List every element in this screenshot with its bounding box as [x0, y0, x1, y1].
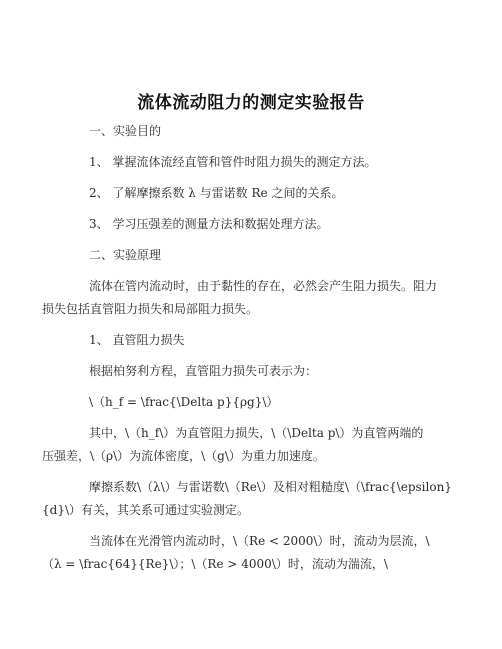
paragraph-line: 根据柏努利方程，直管阻力损失可表示为： — [89, 364, 318, 378]
paragraph-line: 当流体在光滑管内流动时，\（Re < 2000\）时，流动为层流，\ — [89, 534, 430, 548]
document-title: 流体流动阻力的测定实验报告 — [137, 93, 365, 113]
paragraph-line: 流体在管内流动时，由于黏性的存在，必然会产生阻力损失。阻力 — [89, 279, 438, 293]
list-item: 2、 了解摩擦系数 λ 与雷诺数 Re 之间的关系。 — [89, 186, 344, 200]
formula-line: \（h_f = \frac{\Delta p}{ρg}\） — [89, 395, 279, 409]
subsection-heading: 1、 直管阻力损失 — [89, 333, 185, 347]
section-heading-purpose: 一、实验目的 — [89, 124, 162, 138]
paragraph-line: 其中，\（h_f\）为直管阻力损失，\（\Delta p\）为直管两端的 — [89, 426, 424, 440]
paragraph-line: 摩擦系数\（λ\）与雷诺数\（Re\）及相对粗糙度\（\frac{\epsilon} — [89, 480, 452, 494]
paragraph-line: 压强差，\（ρ\）为流体密度，\（g\）为重力加速度。 — [42, 449, 325, 463]
paragraph-line: 损失包括直管阻力损失和局部阻力损失。 — [42, 302, 259, 316]
paragraph-line: {d}\）有关，其关系可通过实验测定。 — [42, 503, 249, 517]
list-item: 1、 掌握流体流经直管和管件时阻力损失的测定方法。 — [89, 155, 377, 169]
paragraph-line: （λ = \frac{64}{Re}\）；\（Re > 4000\）时，流动为湍流，\ — [42, 557, 388, 571]
section-heading-principle: 二、实验原理 — [89, 248, 162, 262]
list-item: 3、 学习压强差的测量方法和数据处理方法。 — [89, 217, 329, 231]
